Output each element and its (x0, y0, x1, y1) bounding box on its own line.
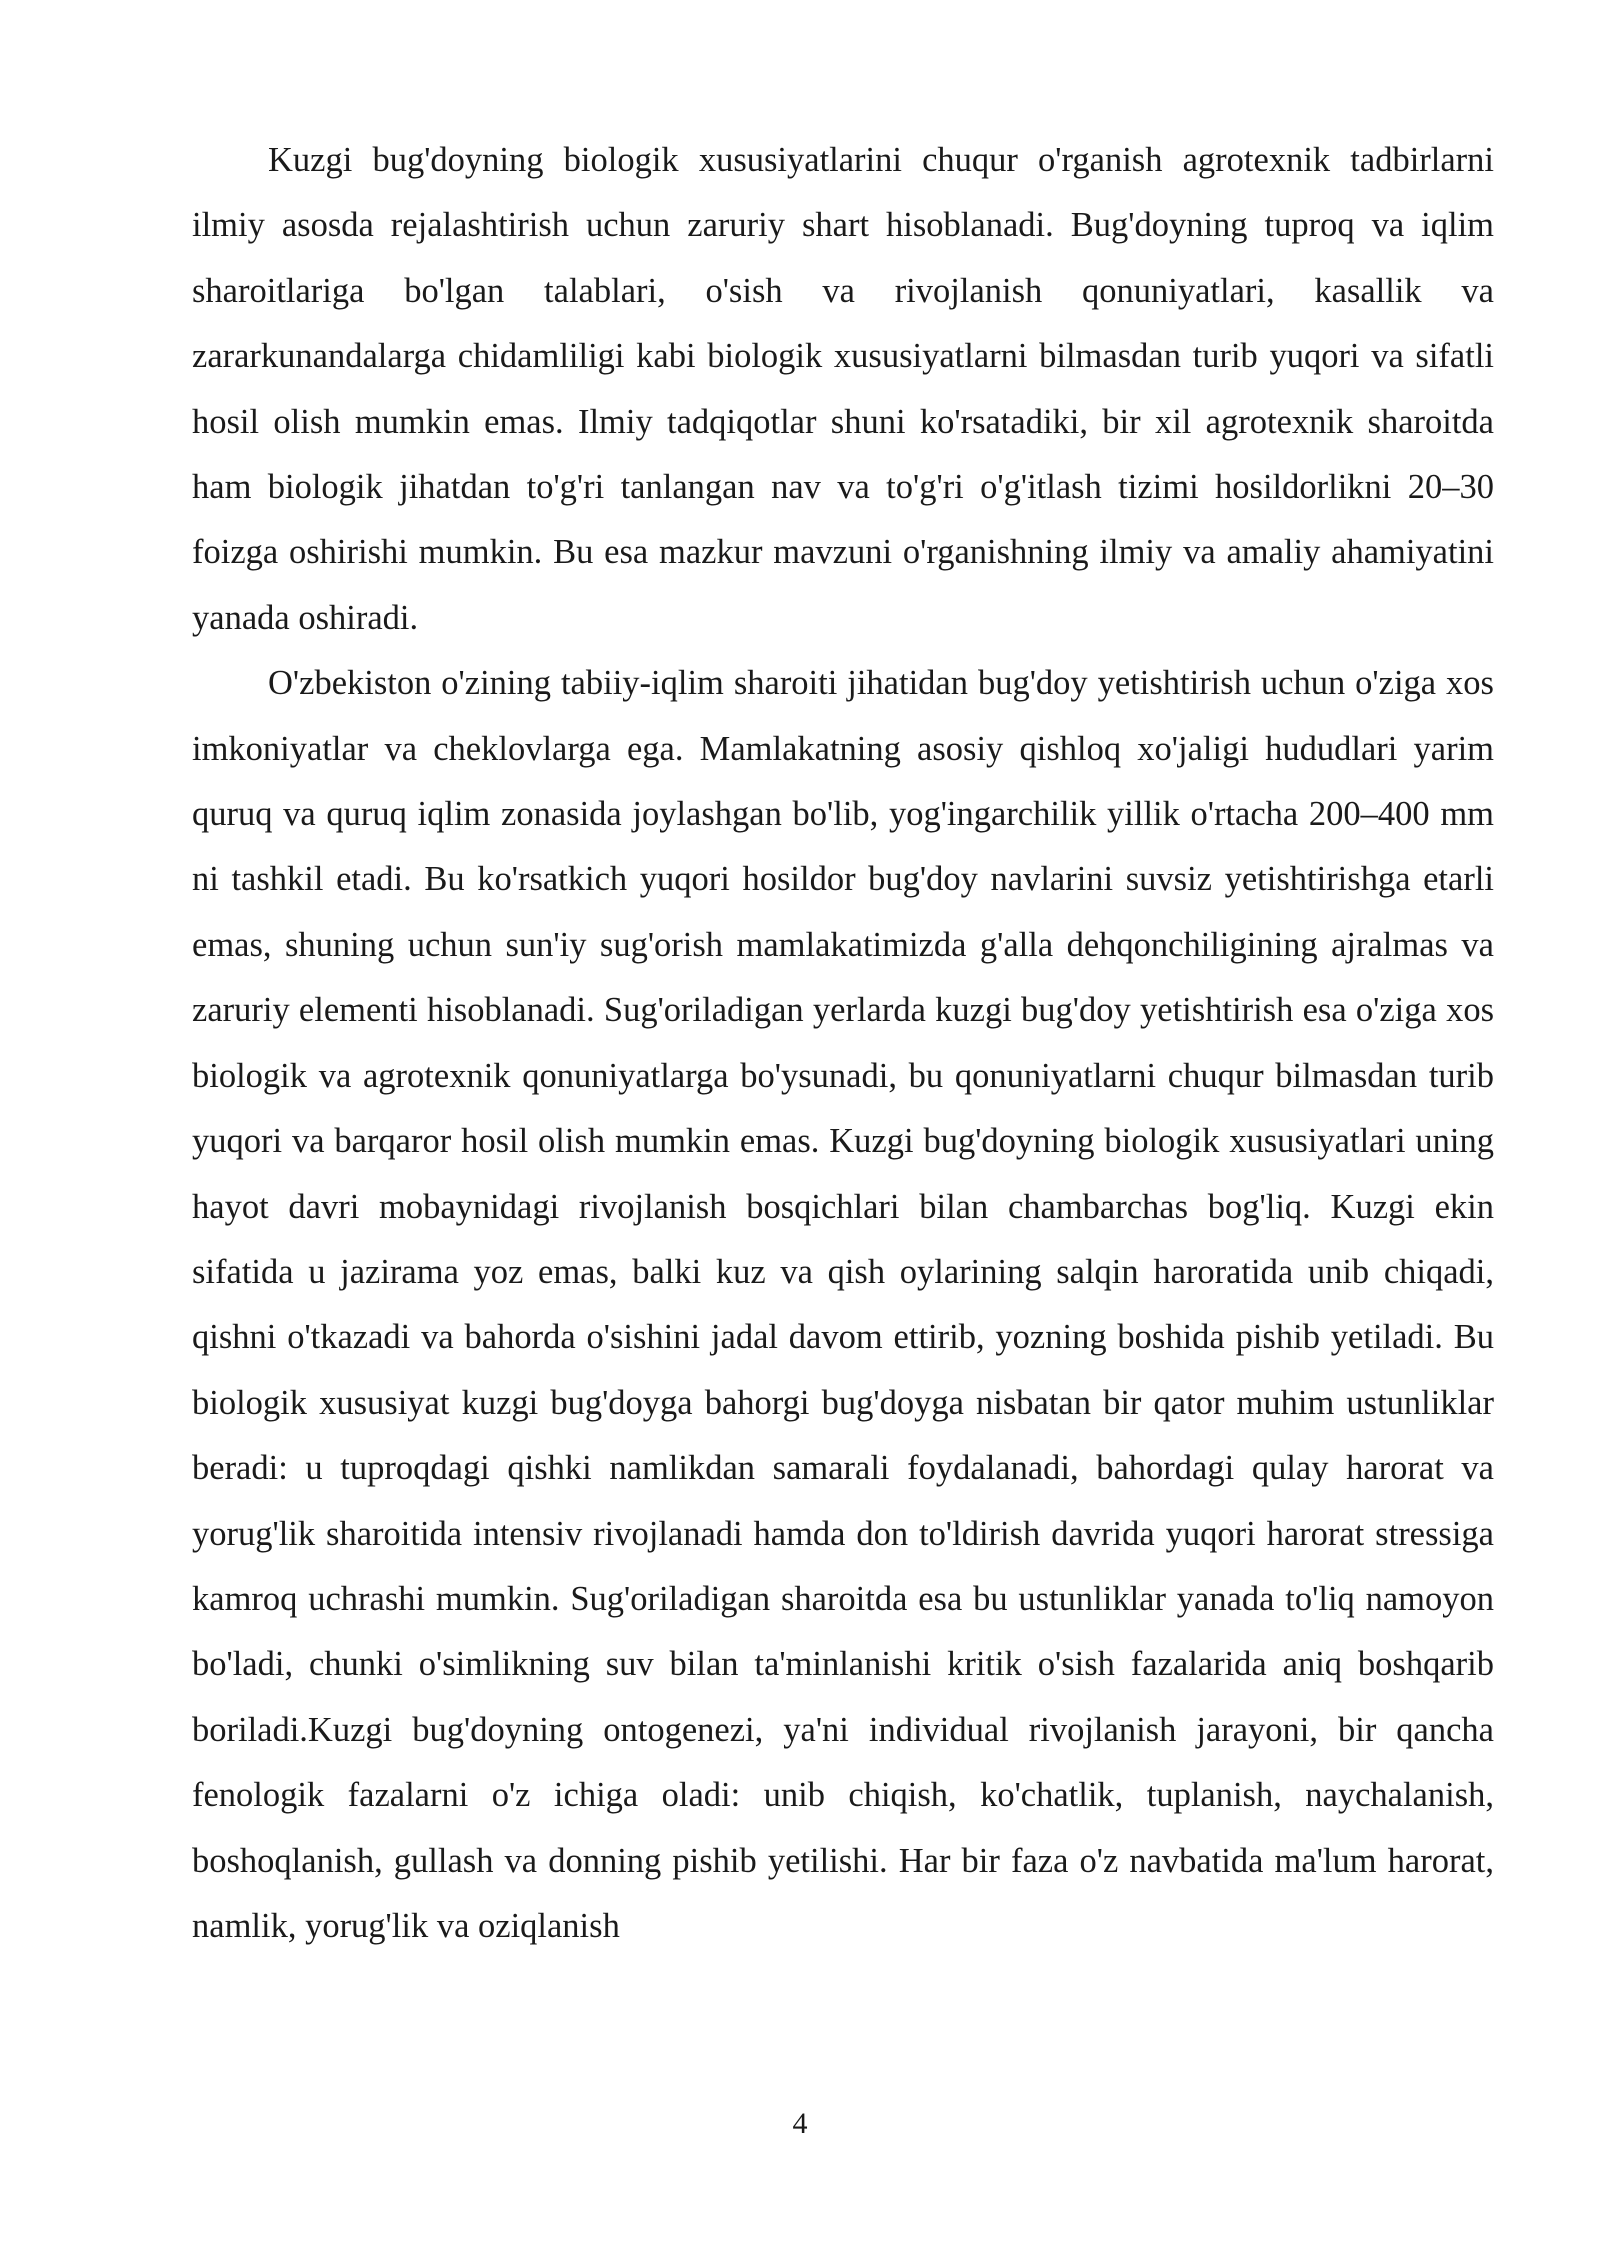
paragraph-1: Kuzgi bug'doyning biologik xususiyatlarini chuqur o'rganish agrotexnik tadbirlarni ilmiy asosda rejalashtirish uchun zaruriy shart hisoblanadi. Bug'doyning tuproq va iqlim sharoitlariga bo'lgan talablari, o'sish va rivojlanish qonuniyatlari, kasallik va zararkunandalarga chidamliligi kabi biologik xususiyatlarni bilmasdan turib yuqori va sifatli hosil olish mumkin emas. Ilmiy tadqiqotlar shuni ko'rsatadiki, bir xil agrotexnik sharoitda ham biologik jihatdan to'g'ri tanlangan nav va to'g'ri o'g'itlash tizimi hosildorlikni 20–30 foizga oshirishi mumkin. Bu esa mazkur mavzuni o'rganishning ilmiy va amaliy ahamiyatini yanada oshiradi. (192, 141, 1494, 637)
page-number: 4 (792, 2107, 808, 2140)
paragraph-2: O'zbekiston o'zining tabiiy-iqlim sharoiti jihatidan bug'doy yetishtirish uchun o'ziga xos imkoniyatlar va cheklovlarga ega. Mamlakatning asosiy qishloq xo'jaligi hududlari yarim quruq va quruq iqlim zonasida joylashgan bo'lib, yog'ingarchilik yillik o'rtacha 200–400 mm ni tashkil etadi. Bu ko'rsatkich yuqori hosildor bug'doy navlarini suvsiz yetishtirishga etarli emas, shuning uchun sun'iy sug'orish mamlakatimizda g'alla dehqonchiligining ajralmas va zaruriy elementi hisoblanadi. Sug'oriladigan yerlarda kuzgi bug'doy yetishtirish esa o'ziga xos biologik va agrotexnik qonuniyatlarga bo'ysunadi, bu qonuniyatlarni chuqur bilmasdan turib yuqori va barqaror hosil olish mumkin emas. Kuzgi bug'doyning biologik xususiyatlari uning hayot davri mobaynidagi rivojlanish bosqichlari bilan chambarchas bog'liq. Kuzgi ekin sifatida u jazirama yoz emas, balki kuz va qish oylarining salqin haroratida unib chiqadi, qishni o'tkazadi va bahorda o'sishini jadal davom ettirib, yozning boshida pishib yetiladi. Bu biologik xususiyat kuzgi bug'doyga bahorgi bug'doyga nisbatan bir qator muhim ustunliklar beradi: u tuproqdagi qishki namlikdan samarali foydalanadi, bahordagi qulay harorat va yorug'lik sharoitida intensiv rivojlanadi hamda don to'ldirish davrida yuqori harorat stressiga kamroq uchrashi mumkin. Sug'oriladigan sharoitda esa bu ustunliklar yanada to'liq namoyon bo'ladi, chunki o'simlikning suv bilan ta'minlanishi kritik o'sish fazalarida aniq boshqarib boriladi.Kuzgi bug'doyning ontogenezi, ya'ni individual rivojlanish jarayoni, bir qancha fenologik fazalarni o'z ichiga oladi: unib chiqish, ko'chatlik, tuplanish, naychalanish, boshoqlanish, gullash va donning pishib yetilishi. Har bir faza o'z navbatida ma'lum harorat, namlik, yorug'lik va oziqlanish (192, 664, 1494, 1945)
body-text (192, 128, 1494, 1959)
